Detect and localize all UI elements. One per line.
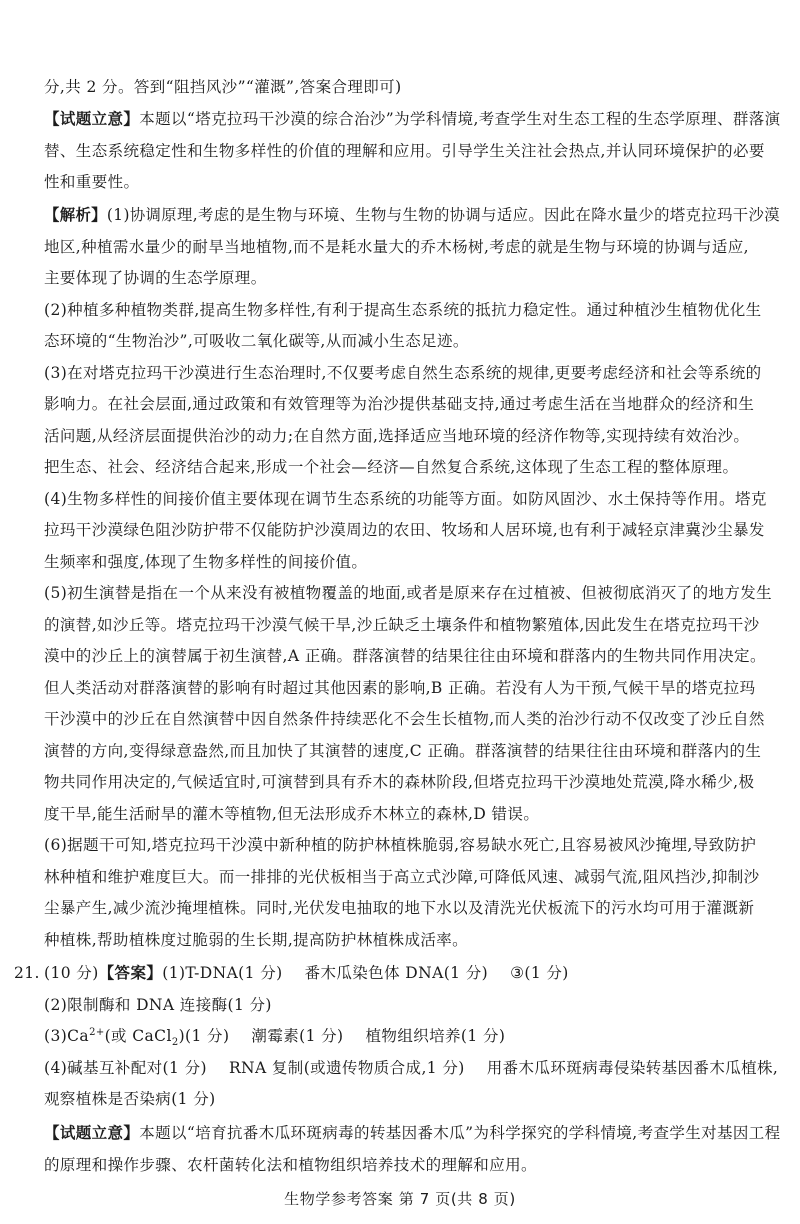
text-line: 把生态、社会、经济结合起来,形成一个社会—经济—自然复合系统,这体现了生态工程的整体原理。 xyxy=(44,458,739,476)
text-line: (6)据题干可知,塔克拉玛干沙漠中新种植的防护林植株脆弱,容易缺水死亡,且容易被风沙掩埋,导致防护 xyxy=(44,836,757,854)
text-line: 地区,种植需水量少的耐旱当地植物,而不是耗水量大的乔木杨树,考虑的就是生物与环境的协调与适应, xyxy=(44,237,750,256)
answer-tag: 【答案】 xyxy=(98,964,163,982)
text-line: 影响力。在社会层面,通过政策和有效管理等为治沙提供基础支持,通过考虑生活在当地群众的经济和生 xyxy=(44,395,755,413)
text-line: 但人类活动对群落演替的影响有时超过其他因素的影响,B 正确。若没有人为干预,气候干旱的塔克拉玛 xyxy=(44,678,756,697)
page-footer: 生物学参考答案 第 7 页(共 8 页) xyxy=(284,1190,516,1208)
answer-section-21: (10 分)【答案】(1)T-DNA(1 分) 番木瓜染色体 DNA(1 分) ③(1 分) (2)限制酶和 DNA 连接酶(1 分) $(3)Ca^{2+}$(或 CaCl$_2$)(1 分) 潮霉素(1 分) 植物组织培养(1 分) (4)碱基互补配对(1 分) RNA 复制(或遗传物质合成,1 分) 用番木瓜环斑病毒侵染转基因番木瓜植株, 观察植株是否染病(1 分) xyxy=(44,958,780,1116)
question-number-21: 21. xyxy=(14,964,40,982)
text-line: 的演替,如沙丘等。塔克拉玛干沙漠气候干旱,沙丘缺乏土壤条件和植物繁殖体,因此发生在塔克拉玛干沙 xyxy=(44,615,760,634)
text-line: 的原理和操作步骤、农杆菌转化法和植物组织培养技术的理解和应用。 xyxy=(44,1155,537,1174)
text-line: (5)初生演替是指在一个从来没有被植物覆盖的地面,或者是原来存在过植被、但被彻底消灭了的地方发生 xyxy=(44,584,773,602)
intent-tag: 【试题立意】 xyxy=(44,1124,140,1142)
text-line: 拉玛干沙漠绿色阻沙防护带不仅能防护沙漠周边的农田、牧场和人居环境,也有利于减轻京津冀沙尘暴发 xyxy=(44,521,765,539)
text-line: (2)种植多种植物类群,提高生物多样性,有利于提高生态系统的抵抗力稳定性。通过种植沙生植物优化生 xyxy=(44,300,762,319)
text-line: 尘暴产生,减少流沙掩埋植株。同时,光伏发电抽取的地下水以及清洗光伏板流下的污水均可用于灌溉新 xyxy=(44,899,755,917)
text-line: 度干旱,能生活耐旱的灌木等植物,但无法形成乔木林立的森林,D 错误。 xyxy=(44,804,540,823)
text-line: 观察植株是否染病(1 分) xyxy=(44,1090,216,1108)
analysis-section-20 xyxy=(44,200,780,956)
text-line: 生频率和强度,体现了生物多样性的间接价值。 xyxy=(44,552,368,571)
text-line: 替、生态系统稳定性和生物多样性的价值的理解和应用。引导学生关注社会热点,并认同环境保护的必要 xyxy=(44,141,765,160)
text-line: 种植株,帮助植株度过脆弱的生长期,提高防护林植株成活率。 xyxy=(44,930,469,949)
text-line: 性和重要性。 xyxy=(44,173,140,191)
text-line: 分,共 2 分。答到“阻挡风沙”“灌溉”,答案合理即可) xyxy=(44,78,402,96)
text-line: 活问题,从经济层面提供治沙的动力;在自然方面,选择适应当地环境的经济作物等,实现持续有效治沙。 xyxy=(44,426,750,445)
text-line: (3)在对塔克拉玛干沙漠进行生态治理时,不仅要考虑自然生态系统的规律,更要考虑经济和社会等系统的 xyxy=(44,363,762,382)
intent-section-21 xyxy=(44,1118,780,1181)
analysis-tag: 【解析】 xyxy=(44,206,107,224)
text-line: (2)限制酶和 DNA 连接酶(1 分) xyxy=(44,995,272,1014)
text-line: (1)协调原理,考虑的是生物与环境、生物与生物的协调与适应。因此在降水量少的塔克拉玛干沙漠 xyxy=(106,206,780,224)
text-line: 林种植和维护难度巨大。而一排排的光伏板相当于高立式沙障,可降低风速、减弱气流,阻风挡沙,抑制沙 xyxy=(44,867,760,886)
text-line: 态环境的“生物治沙”,可吸收二氧化碳等,从而减小生态足迹。 xyxy=(44,332,469,350)
text-line: (4)生物多样性的间接价值主要体现在调节生态系统的功能等方面。如防风固沙、水土保持等作用。塔克 xyxy=(44,489,767,508)
text-line: 干沙漠中的沙丘在自然演替中因自然条件持续恶化不会生长植物,而人类的治沙行动不仅改变了沙丘自然 xyxy=(44,710,765,728)
answer-20-continuation xyxy=(44,72,780,104)
text-line: 漠中的沙丘上的演替属于初生演替,A 正确。群落演替的结果往往由环境和群落内的生物共同作用决定。 xyxy=(44,647,766,665)
intent-section-20 xyxy=(44,104,780,199)
text-line: 演替的方向,变得绿意盎然,而且加快了其演替的速度,C 正确。群落演替的结果往往由环境和群落内的生 xyxy=(44,741,762,760)
text-line: 主要体现了协调的生态学原理。 xyxy=(44,269,267,287)
intent-tag: 【试题立意】 xyxy=(44,110,140,128)
text-line: 本题以“培育抗番木瓜环斑病毒的转基因番木瓜”为科学探究的学科情境,考查学生对基因工程 xyxy=(139,1124,781,1142)
text-line: 本题以“塔克拉玛干沙漠的综合治沙”为学科情境,考查学生对生态工程的生态学原理、群落演 xyxy=(139,110,781,128)
text-line: 物共同作用决定的,气候适宜时,可演替到具有乔木的森林阶段,但塔克拉玛干沙漠地处荒漠,降水稀少,极 xyxy=(44,773,755,791)
